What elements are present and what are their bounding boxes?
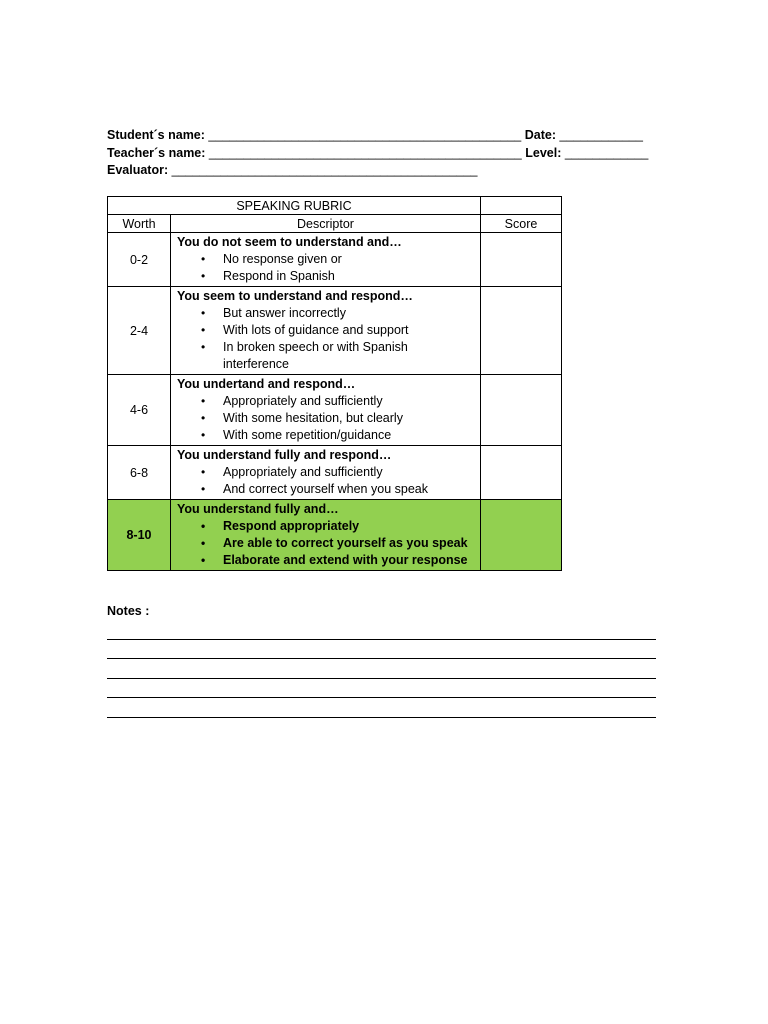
bullet-icon: • bbox=[201, 411, 206, 425]
descriptor-intro: You understand fully and respond… bbox=[177, 448, 392, 462]
bullet-icon: • bbox=[201, 394, 206, 408]
student-name-label: Student´s name: bbox=[107, 128, 205, 142]
rubric-row bbox=[108, 446, 562, 500]
header-fields bbox=[107, 127, 667, 180]
score-cell[interactable] bbox=[481, 446, 562, 500]
descriptor-bullets bbox=[177, 305, 476, 373]
student-date-line bbox=[107, 127, 667, 145]
notes-line[interactable] bbox=[107, 620, 656, 640]
bullet-icon: • bbox=[201, 465, 206, 479]
descriptor-bullets bbox=[177, 518, 476, 569]
teacher-level-line bbox=[107, 145, 667, 163]
level-label: Level: bbox=[525, 145, 562, 160]
score-cell[interactable] bbox=[481, 233, 562, 287]
descriptor-bullets bbox=[177, 251, 476, 285]
bullet-icon: • bbox=[201, 252, 206, 266]
evaluator-line bbox=[107, 162, 667, 180]
bullet-icon: • bbox=[201, 428, 206, 442]
bullet-icon: • bbox=[201, 482, 206, 496]
descriptor-bullets bbox=[177, 464, 476, 498]
descriptor-bullet: • With lots of guidance and support bbox=[201, 323, 409, 337]
descriptor-bullet: • Appropriately and sufficiently bbox=[201, 465, 383, 479]
score-cell[interactable] bbox=[481, 500, 562, 571]
descriptor-cell bbox=[171, 233, 481, 287]
teacher-name-label: Teacher´s name: bbox=[107, 145, 206, 160]
worth-cell: 6-8 bbox=[108, 446, 171, 500]
descriptor-bullet: • Elaborate and extend with your response bbox=[201, 553, 468, 567]
rubric-row bbox=[108, 233, 562, 287]
descriptor-cell bbox=[171, 287, 481, 375]
bullet-icon: • bbox=[201, 340, 206, 354]
notes-line[interactable] bbox=[107, 679, 656, 699]
bullet-icon: • bbox=[201, 553, 206, 567]
rubric-row bbox=[108, 375, 562, 446]
descriptor-bullets bbox=[177, 393, 476, 444]
rubric-row bbox=[108, 287, 562, 375]
rubric-title: SPEAKING RUBRIC bbox=[108, 197, 481, 215]
descriptor-bullet: • With some hesitation, but clearly bbox=[201, 411, 403, 425]
descriptor-bullet: • Appropriately and sufficiently bbox=[201, 394, 383, 408]
bullet-icon: • bbox=[201, 269, 206, 283]
rubric-title-row bbox=[108, 197, 562, 215]
notes-line[interactable] bbox=[107, 659, 656, 679]
descriptor-bullet: • And correct yourself when you speak bbox=[201, 482, 428, 496]
notes-section bbox=[107, 602, 667, 718]
descriptor-bullet: • In broken speech or with Spanish interference bbox=[201, 340, 408, 371]
rubric-row-highlighted bbox=[108, 500, 562, 571]
rubric-title-empty-cell bbox=[481, 197, 562, 215]
date-field[interactable]: ____________ bbox=[559, 128, 643, 142]
worth-cell: 2-4 bbox=[108, 287, 171, 375]
notes-line[interactable] bbox=[107, 698, 656, 718]
descriptor-column-header: Descriptor bbox=[171, 215, 481, 233]
worth-column-header: Worth bbox=[108, 215, 171, 233]
bullet-icon: • bbox=[201, 536, 206, 550]
worth-cell: 4-6 bbox=[108, 375, 171, 446]
descriptor-bullet: • Respond appropriately bbox=[201, 519, 360, 533]
evaluator-field[interactable]: ____________________________________________ bbox=[171, 163, 478, 177]
descriptor-intro: You understand fully and… bbox=[177, 502, 339, 516]
worth-cell: 0-2 bbox=[108, 233, 171, 287]
descriptor-intro: You do not seem to understand and… bbox=[177, 235, 402, 249]
teacher-name-field[interactable]: _____________________________________________ bbox=[208, 145, 522, 160]
student-name-field[interactable]: _____________________________________________ bbox=[208, 128, 522, 142]
bullet-icon: • bbox=[201, 519, 206, 533]
score-cell[interactable] bbox=[481, 287, 562, 375]
score-column-header: Score bbox=[481, 215, 562, 233]
evaluator-label: Evaluator: bbox=[107, 163, 169, 177]
descriptor-bullet: • No response given or bbox=[201, 252, 342, 266]
worth-cell: 8-10 bbox=[108, 500, 171, 571]
descriptor-intro: You seem to understand and respond… bbox=[177, 289, 413, 303]
descriptor-bullet: • But answer incorrectly bbox=[201, 306, 346, 320]
bullet-icon: • bbox=[201, 306, 206, 320]
descriptor-bullet: • Are able to correct yourself as you speak bbox=[201, 536, 468, 550]
rubric-header-row bbox=[108, 215, 562, 233]
speaking-rubric-table bbox=[107, 196, 562, 571]
date-label: Date: bbox=[524, 128, 557, 142]
descriptor-bullet: • With some repetition/guidance bbox=[201, 428, 392, 442]
descriptor-cell bbox=[171, 500, 481, 571]
score-cell[interactable] bbox=[481, 375, 562, 446]
level-field[interactable]: ____________ bbox=[564, 145, 649, 160]
descriptor-intro: You undertand and respond… bbox=[177, 377, 356, 391]
notes-line[interactable] bbox=[107, 640, 656, 660]
bullet-icon: • bbox=[201, 323, 206, 337]
notes-label: Notes : bbox=[107, 604, 150, 618]
descriptor-cell bbox=[171, 446, 481, 500]
descriptor-bullet: • Respond in Spanish bbox=[201, 269, 335, 283]
descriptor-cell bbox=[171, 375, 481, 446]
